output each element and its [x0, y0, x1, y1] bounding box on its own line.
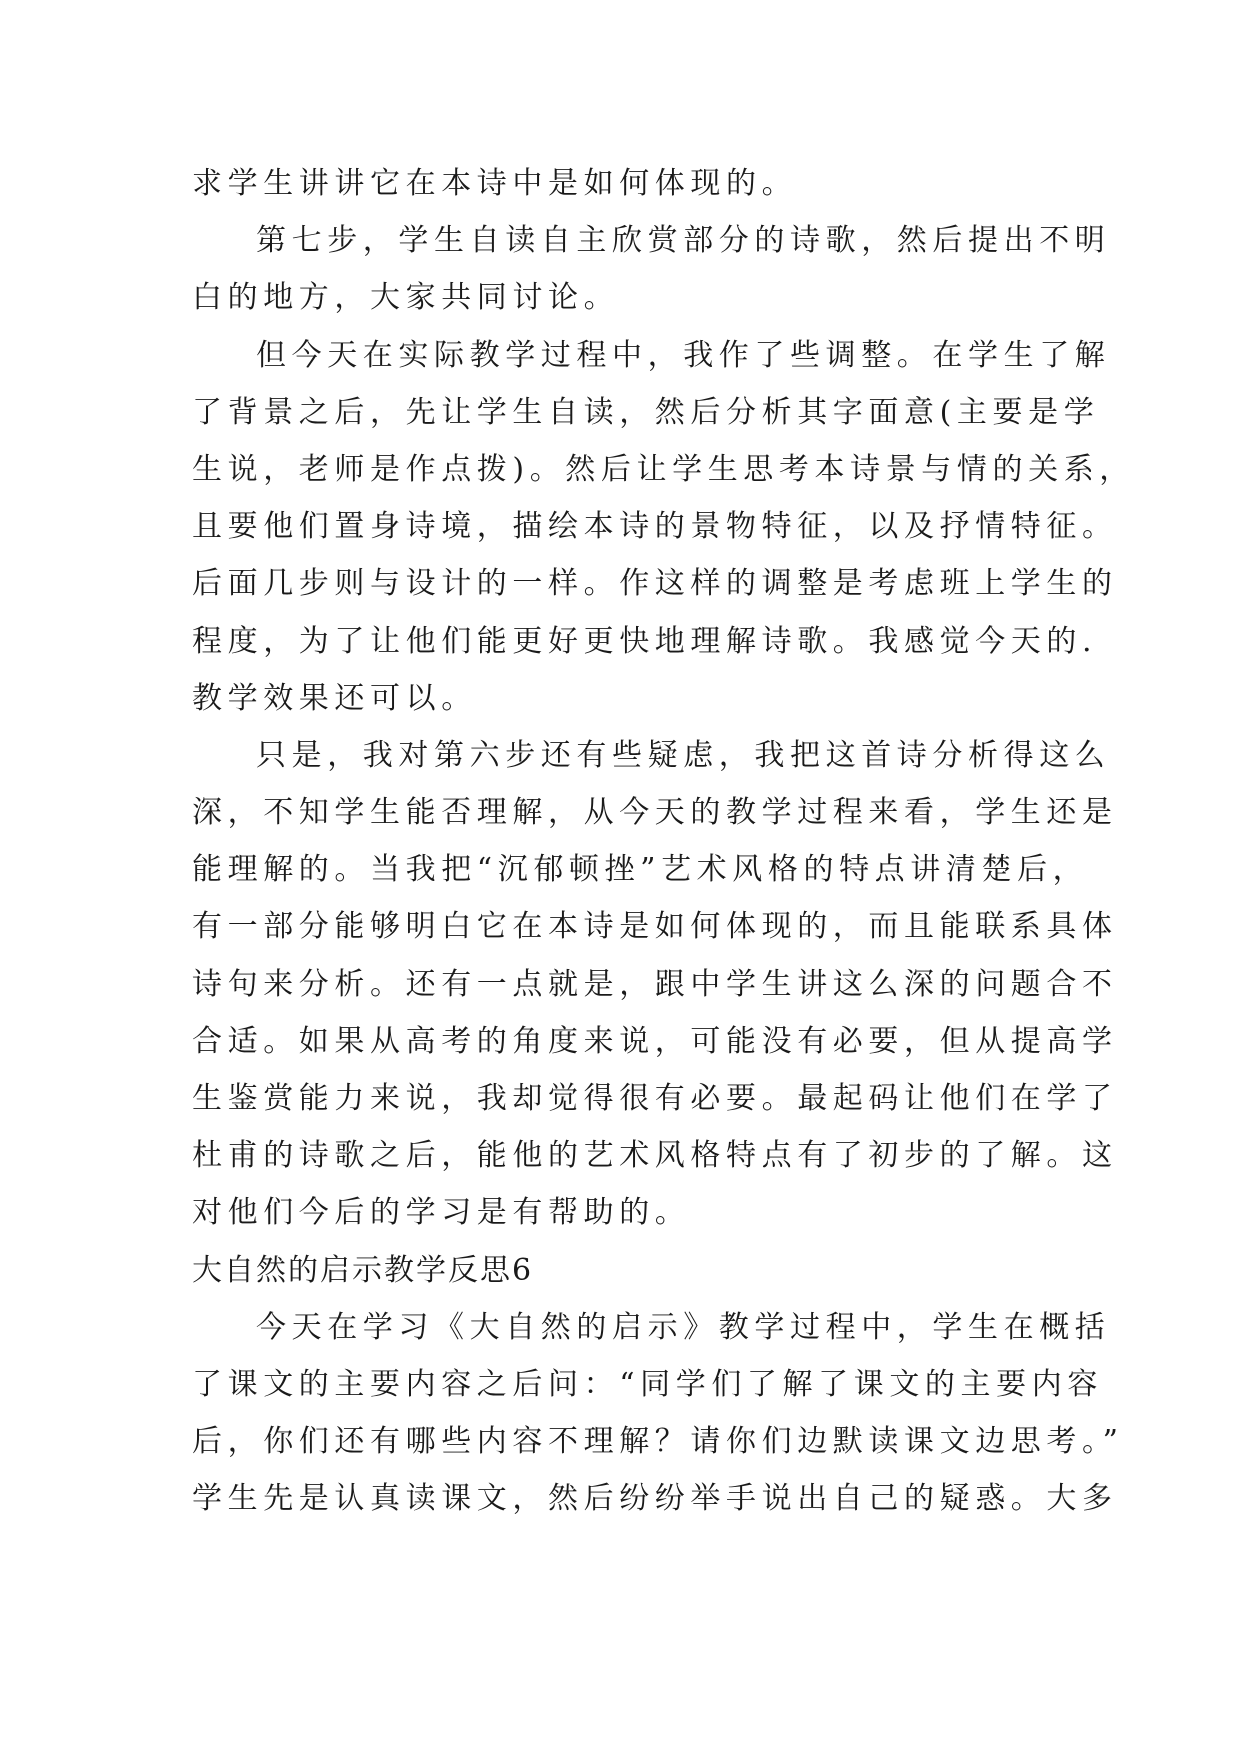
text-line: 诗句来分析。还有一点就是，跟中学生讲这么深的问题合不: [192, 966, 1118, 1002]
text-line: 求学生讲讲它在本诗中是如何体现的。: [192, 166, 798, 201]
text-line: 深，不知学生能否理解，从今天的教学过程来看，学生还是: [192, 795, 1118, 831]
section-heading: 大自然的启示教学反思6: [192, 1252, 534, 1288]
text-line: 了课文的主要内容之后问：“同学们了解了课文的主要内容: [192, 1366, 1103, 1402]
text-line: 有一部分能够明白它在本诗是如何体现的，而且能联系具体: [192, 909, 1118, 945]
text-line: 只是，我对第六步还有些疑虑，我把这首诗分析得这么: [256, 737, 1111, 773]
text-line: 程度，为了让他们能更好更快地理解诗歌。我感觉今天的.: [192, 623, 1098, 659]
text-line: 生鉴赏能力来说，我却觉得很有必要。最起码让他们在学了: [192, 1081, 1118, 1116]
document-page: [192, 155, 1135, 1528]
text-line: 后，你们还有哪些内容不理解？请你们边默读课文边思考。”: [192, 1424, 1124, 1460]
text-line: 对他们今后的学习是有帮助的。: [192, 1195, 691, 1231]
text-line: 教学效果还可以。: [192, 680, 477, 716]
text-line: 第七步，学生自读自主欣赏部分的诗歌，然后提出不明: [256, 223, 1111, 259]
text-line: 但今天在实际教学过程中，我作了些调整。在学生了解: [256, 337, 1111, 373]
text-line: 杜甫的诗歌之后，能他的艺术风格特点有了初步的了解。这: [192, 1138, 1118, 1174]
text-line: 白的地方，大家共同讨论。: [192, 280, 620, 316]
text-line: 后面几步则与设计的一样。作这样的调整是考虑班上学生的: [192, 566, 1118, 602]
text-line: 且要他们置身诗境，描绘本诗的景物特征，以及抒情特征。: [192, 509, 1118, 545]
text-line: 合适。如果从高考的角度来说，可能没有必要，但从提高学: [192, 1023, 1118, 1059]
text-line: 生说，老师是作点拨)。然后让学生思考本诗景与情的关系，: [192, 451, 1135, 487]
text-line: 能理解的。当我把“沉郁顿挫”艺术风格的特点讲清楚后，: [192, 852, 1089, 888]
text-line: 了背景之后，先让学生自读，然后分析其字面意(主要是学: [192, 394, 1100, 430]
text-line: 学生先是认真读课文，然后纷纷举手说出自己的疑惑。大多: [192, 1481, 1118, 1517]
text-line: 今天在学习《大自然的启示》教学过程中，学生在概括: [256, 1309, 1111, 1345]
